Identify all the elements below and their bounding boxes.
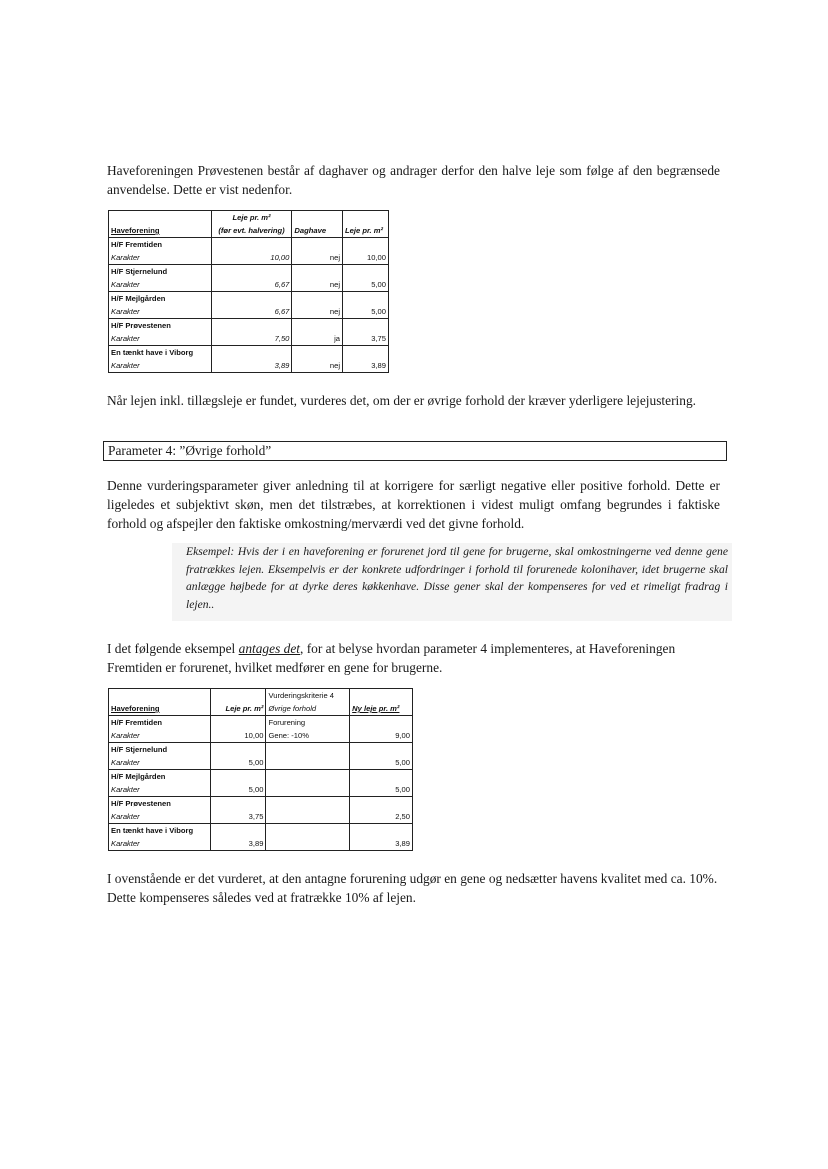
table-row: Karakter 6,67 nej 5,00 — [109, 278, 389, 292]
table-row: Karakter 10,00 Gene: -10% 9,00 — [109, 729, 413, 743]
table-row: Karakter 5,00 5,00 — [109, 783, 413, 797]
new-rent-header: Leje pr. m² — [343, 224, 389, 238]
table-row: H/F Fremtiden Forurening — [109, 716, 413, 730]
table-row: H/F Stjernelund — [109, 743, 413, 757]
table-row: En tænkt have i Viborg — [109, 346, 389, 360]
closing-paragraph: I ovenstående er det vurderet, at den antagne forurening udgør en gene og nedsætter havens kvalitet med ca. 10%. Dette kompenseres således ved at fratrække 10% af lejen. — [107, 871, 718, 905]
example-text: Eksempel: Hvis der i en haveforening er forurenet jord til gene for brugerne, skal omkostningerne ved denne gene fratrækkes lejen. Eksempelvis er der konkrete udfordringer i forhold til forurenede kolonihaver, idet brugerne skal anlægge højbede for at dyrke deres køkkenhave. Disse gener skal der kompenseres for ved et rimeligt fradrag i lejen.. — [186, 545, 728, 611]
new-rent-header: Ny leje pr. m² — [350, 702, 413, 716]
crit-header-line2: Øvrige forhold — [266, 702, 350, 716]
table-row: Karakter 10,00 nej 10,00 — [109, 251, 389, 265]
following-example-paragraph: I det følgende eksempel antages det, for at belyse hvordan parameter 4 implementeres, at Haveforeningen Fremtiden er forurenet, hvilket medfører en gene for brugerne. — [107, 641, 676, 675]
table-row: Karakter 6,67 nej 5,00 — [109, 305, 389, 319]
rent-header-line1: Leje pr. m² — [211, 211, 292, 225]
table-row: En tænkt have i Viborg — [109, 824, 413, 838]
rent-header-line2: (før evt. halvering) — [211, 224, 292, 238]
crit-header-line1: Vurderingskriterie 4 — [266, 689, 350, 703]
table-row: Karakter 5,00 5,00 — [109, 756, 413, 770]
table-row: Karakter 7,50 ja 3,75 — [109, 332, 389, 346]
forurening-table — [108, 688, 413, 851]
table-row: Karakter 3,89 3,89 — [109, 837, 413, 851]
table-row: Karakter 3,89 nej 3,89 — [109, 359, 389, 373]
parameter-box: Parameter 4: ”Øvrige forhold” — [103, 441, 727, 461]
name-header: Haveforening — [109, 224, 212, 238]
table-row: H/F Fremtiden — [109, 238, 389, 252]
parameter-paragraph: Denne vurderingsparameter giver anledning til at korrigere for særligt negative eller positive forhold. Dette er ligeledes et subjektivt skøn, men det tilstræbes, at korrektionen i videst muligt omfang begrundes i faktiske forhold og afspejler den faktiske omkostning/merværdi ved det givne forhold. — [107, 478, 720, 531]
table-row: H/F Mejlgården — [109, 770, 413, 784]
table-row: H/F Prøvestenen — [109, 319, 389, 333]
table-row: Karakter 3,75 2,50 — [109, 810, 413, 824]
intro-paragraph: Haveforeningen Prøvestenen består af daghaver og andrager derfor den halve leje som følge af den begrænsede anvendelse. Dette er vist nedenfor. — [107, 163, 720, 197]
daghave-header: Daghave — [292, 224, 343, 238]
table-row: H/F Mejlgården — [109, 292, 389, 306]
name-header: Haveforening — [109, 702, 211, 716]
example-box — [172, 543, 732, 621]
paragraph-after-table1: Når lejen inkl. tillægsleje er fundet, vurderes det, om der er øvrige forhold der kræver yderligere lejejustering. — [107, 393, 696, 408]
rent-header: Leje pr. m² — [210, 702, 266, 716]
table-row: H/F Stjernelund — [109, 265, 389, 279]
underlined-phrase: antages det — [238, 641, 300, 656]
daghave-table — [108, 210, 389, 373]
table-row: H/F Prøvestenen — [109, 797, 413, 811]
